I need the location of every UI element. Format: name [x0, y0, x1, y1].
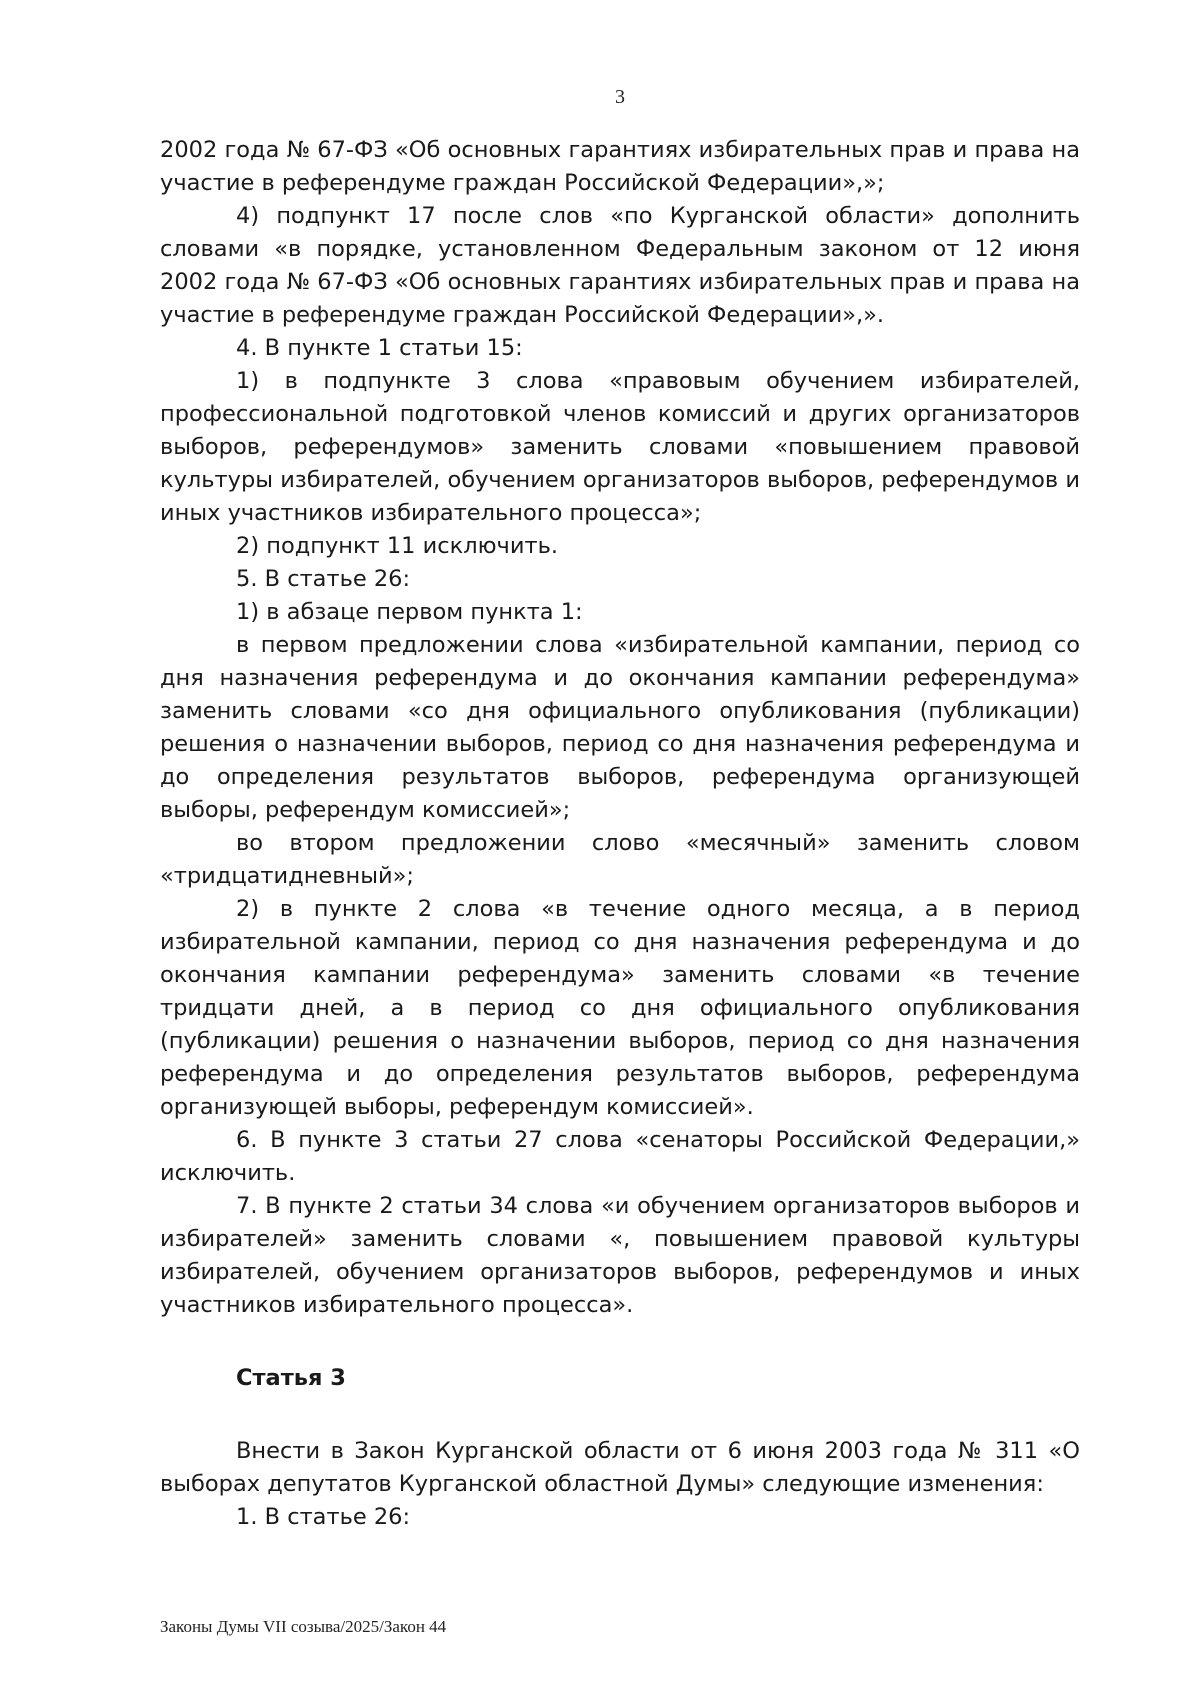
article-heading: Статья 3 [236, 1365, 346, 1391]
paragraph-point-5-subitem-1: 1) в абзаце первом пункта 1: [236, 599, 583, 625]
paragraph-point-4: 4. В пункте 1 статьи 15: [236, 335, 523, 361]
paragraph-point-6: 6. В пункте 3 статьи 27 слова «сенаторы Российской Федерации,» исключить. [160, 1127, 1080, 1186]
paragraph-item-4: 4) подпункт 17 после слов «по Курганской области» дополнить словами «в порядке, установленном Федеральным законом от 12 июня 2002 года № 67-ФЗ «Об основных гарантиях избирательных прав и права на участие в референдуме граждан Российской Федерации»,». [160, 203, 1080, 328]
paragraph-first-sentence: в первом предложении слова «избирательной кампании, период со дня назначения референдума и до окончания кампании референдума» заменить словами «со дня официального опубликования (публикации) решения о назначении выборов, период со дня назначения референдума и до определения результатов выборов, референдума организующей выборы, референдум комиссией»; [160, 632, 1080, 823]
paragraph-point-7: 7. В пункте 2 статьи 34 слова «и обучением организаторов выборов и избирателей» заменить словами «, повышением правовой культуры избирателей, обучением организаторов выборов, референдумов и иных участников избирательного процесса». [160, 1193, 1080, 1318]
article-3-body [160, 1435, 1080, 1534]
article-3-point-1: 1. В статье 26: [236, 1504, 411, 1530]
paragraph-point-5: 5. В статье 26: [236, 566, 411, 592]
paragraph-continuation: 2002 года № 67-ФЗ «Об основных гарантиях избирательных прав и права на участие в референдуме граждан Российской Федерации»,»; [160, 137, 1080, 196]
paragraph-subitem-2: 2) подпункт 11 исключить. [236, 533, 558, 559]
article-3-intro: Внести в Закон Курганской области от 6 июня 2003 года № 311 «О выборах депутатов Курганской областной Думы» следующие изменения: [160, 1438, 1080, 1497]
page-number: 3 [615, 86, 625, 108]
paragraph-point-5-subitem-2: 2) в пункте 2 слова «в течение одного месяца, а в период избирательной кампании, период со дня назначения референдума и до окончания кампании референдума» заменить словами «в течение тридцати дней, а в период со дня официального опубликования (публикации) решения о назначении выборов, период со дня назначения референдума и до определения результатов выборов, референдума организующей выборы, референдум комиссией». [160, 896, 1080, 1120]
paragraph-second-sentence: во втором предложении слово «месячный» заменить словом «тридцатидневный»; [160, 830, 1080, 889]
paragraph-subitem-1: 1) в подпункте 3 слова «правовым обучением избирателей, профессиональной подготовкой членов комиссий и других организаторов выборов, референдумов» заменить словами «повышением правовой культуры избирателей, обучением организаторов выборов, референдумов и иных участников избирательного процесса»; [160, 368, 1080, 526]
document-footer: Законы Думы VII созыва/2025/Закон 44 [160, 1617, 447, 1636]
document-body [160, 134, 1080, 1322]
